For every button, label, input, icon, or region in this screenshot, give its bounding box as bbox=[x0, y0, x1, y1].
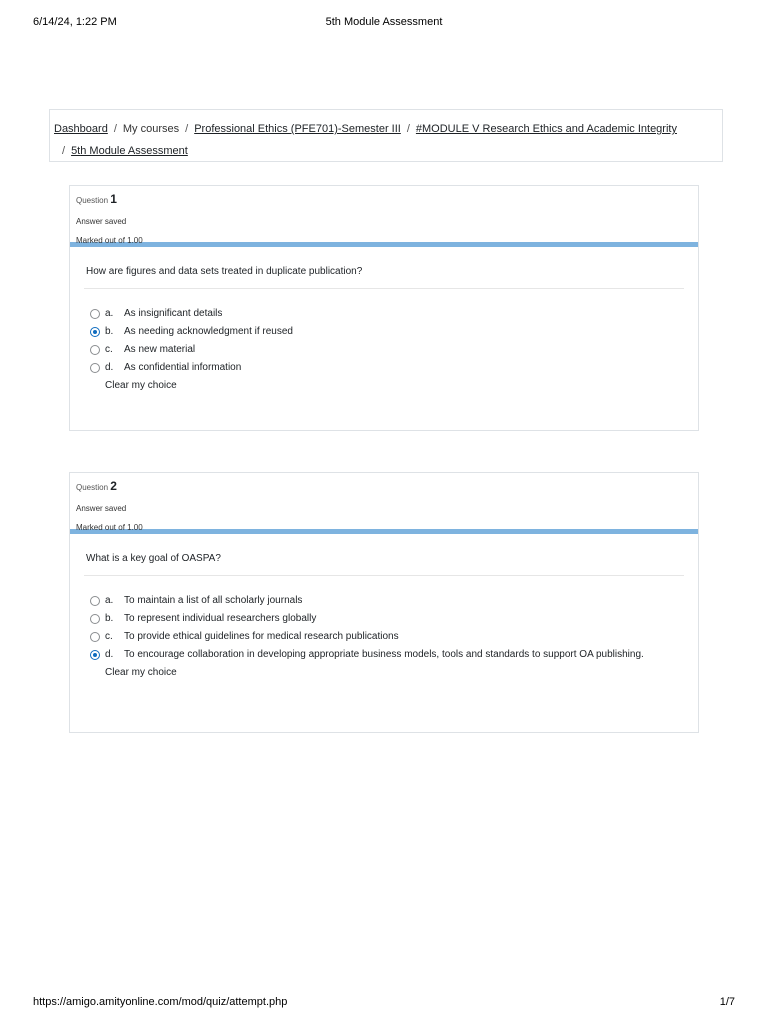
print-title: 5th Module Assessment bbox=[325, 16, 443, 28]
option-letter: c. bbox=[105, 631, 113, 642]
print-date: 6/14/24, 1:22 PM bbox=[33, 16, 117, 28]
option-letter: d. bbox=[105, 362, 114, 373]
question-grade: Marked out of 1.00 bbox=[76, 236, 143, 245]
option-letter: b. bbox=[105, 613, 114, 624]
question-info bbox=[70, 186, 698, 247]
answer-options bbox=[84, 289, 684, 391]
breadcrumb-course-link[interactable]: Professional Ethics (PFE701)-Semester III bbox=[194, 123, 401, 135]
option-text: To provide ethical guidelines for medical research publications bbox=[124, 631, 399, 642]
question-text: What is a key goal of OASPA? bbox=[84, 534, 684, 576]
breadcrumb-separator: / bbox=[113, 123, 117, 135]
breadcrumb-assessment-link[interactable]: 5th Module Assessment bbox=[71, 145, 188, 157]
question-info bbox=[70, 473, 698, 534]
question-card-1 bbox=[69, 185, 699, 431]
radio-button[interactable] bbox=[90, 309, 100, 319]
option-letter: a. bbox=[105, 595, 114, 606]
radio-button-selected[interactable] bbox=[90, 650, 100, 660]
print-footer bbox=[33, 996, 735, 1010]
print-header bbox=[33, 16, 735, 32]
option-letter: a. bbox=[105, 308, 114, 319]
breadcrumb-separator: / bbox=[185, 123, 189, 135]
print-url: https://amigo.amityonline.com/mod/quiz/attempt.php bbox=[33, 996, 288, 1008]
option-text: To represent individual researchers globally bbox=[124, 613, 317, 624]
option-text: As new material bbox=[124, 344, 196, 355]
option-text: To encourage collaboration in developing appropriate business models, tools and standards to support OA publishing. bbox=[124, 649, 644, 660]
question-state: Answer saved bbox=[76, 504, 127, 513]
breadcrumb bbox=[49, 109, 723, 162]
radio-button[interactable] bbox=[90, 614, 100, 624]
question-number: 1 bbox=[110, 192, 117, 206]
print-page-number: 1/7 bbox=[719, 996, 735, 1008]
breadcrumb-dashboard-link[interactable]: Dashboard bbox=[54, 123, 108, 135]
radio-button[interactable] bbox=[90, 363, 100, 373]
option-text: To maintain a list of all scholarly journals bbox=[124, 595, 303, 606]
answer-option-c[interactable] bbox=[84, 341, 684, 359]
breadcrumb-module-link[interactable]: #MODULE V Research Ethics and Academic Integrity bbox=[415, 123, 677, 135]
answer-option-b[interactable] bbox=[84, 610, 684, 628]
answer-option-a[interactable] bbox=[84, 305, 684, 323]
answer-option-d[interactable] bbox=[84, 646, 684, 664]
radio-button[interactable] bbox=[90, 345, 100, 355]
option-text: As insignificant details bbox=[124, 308, 223, 319]
question-number: 2 bbox=[110, 479, 117, 493]
radio-button[interactable] bbox=[90, 632, 100, 642]
question-state: Answer saved bbox=[76, 217, 127, 226]
option-letter: c. bbox=[105, 344, 113, 355]
option-text: As confidential information bbox=[124, 362, 242, 373]
breadcrumb-separator: / bbox=[406, 123, 410, 135]
clear-choice-link[interactable]: Clear my choice bbox=[105, 667, 177, 678]
question-card-2 bbox=[69, 472, 699, 733]
clear-choice-link[interactable]: Clear my choice bbox=[105, 380, 177, 391]
question-label: Question bbox=[76, 196, 109, 205]
answer-option-c[interactable] bbox=[84, 628, 684, 646]
answer-options bbox=[84, 576, 684, 678]
question-text: How are figures and data sets treated in duplicate publication? bbox=[84, 247, 684, 289]
question-grade: Marked out of 1.00 bbox=[76, 523, 143, 532]
answer-option-a[interactable] bbox=[84, 592, 684, 610]
option-letter: d. bbox=[105, 649, 114, 660]
radio-button-selected[interactable] bbox=[90, 327, 100, 337]
option-text: As needing acknowledgment if reused bbox=[124, 326, 293, 337]
breadcrumb-separator: / bbox=[62, 145, 66, 157]
answer-option-b[interactable] bbox=[84, 323, 684, 341]
answer-option-d[interactable] bbox=[84, 359, 684, 377]
radio-button[interactable] bbox=[90, 596, 100, 606]
option-letter: b. bbox=[105, 326, 114, 337]
breadcrumb-my-courses: My courses bbox=[122, 123, 180, 135]
question-label: Question bbox=[76, 483, 109, 492]
